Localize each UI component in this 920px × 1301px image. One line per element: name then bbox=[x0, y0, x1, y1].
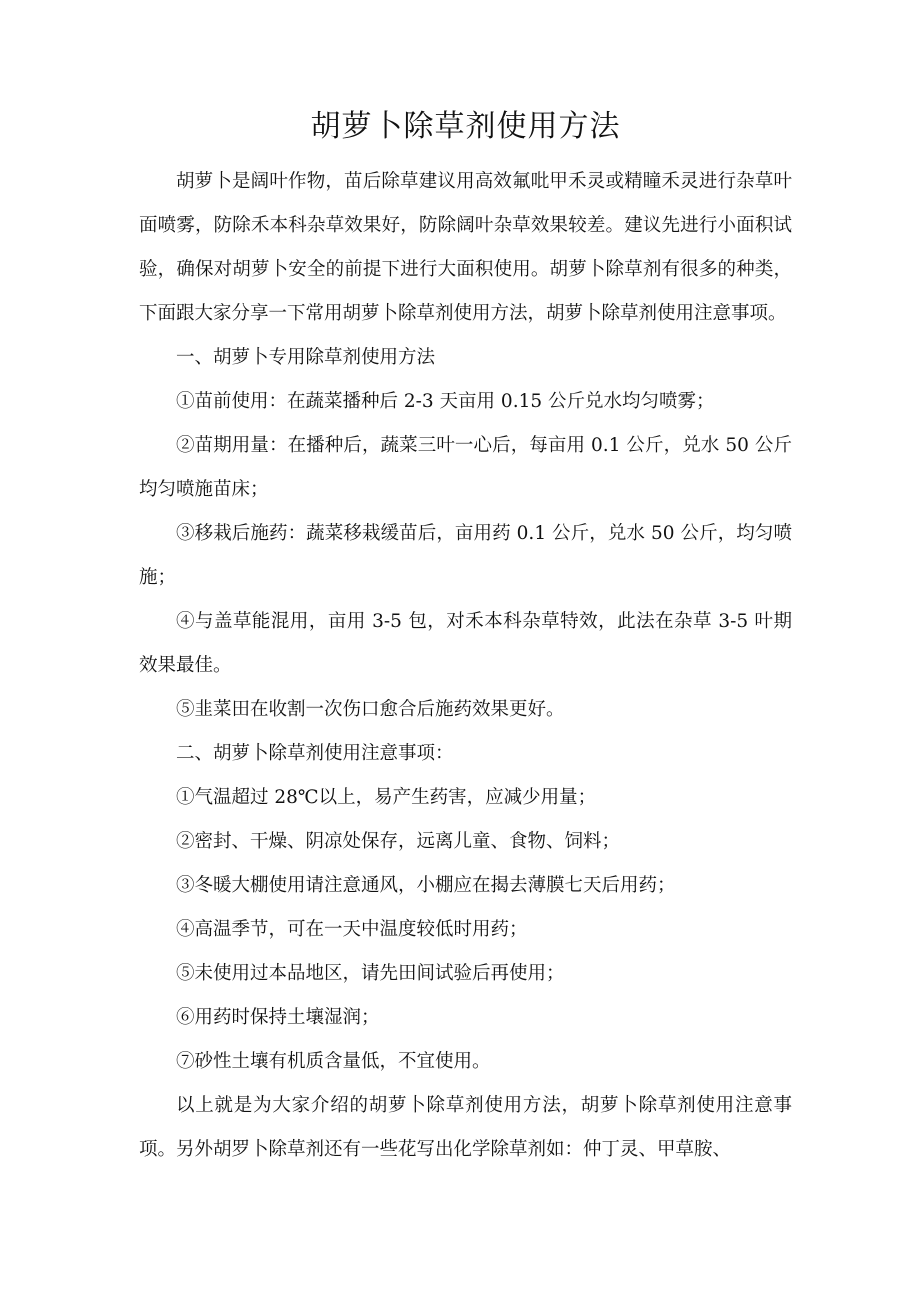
document-title: 胡萝卜除草剂使用方法 bbox=[310, 109, 621, 144]
precaution-item-4: ④高温季节，可在一天中温度较低时用药； bbox=[176, 919, 528, 940]
precaution-item-6: ⑥用药时保持土壤湿润； bbox=[176, 1007, 380, 1028]
section-heading-precautions: 二、胡萝卜除草剂使用注意事项： bbox=[176, 743, 454, 764]
precaution-item-7: ⑦砂性土壤有机质含量低，不宜使用。 bbox=[176, 1051, 491, 1072]
usage-item-4: ④与盖草能混用，亩用 3-5 包，对禾本科杂草特效，此法在杂草 3-5 叶期效果最佳。 bbox=[139, 611, 792, 676]
precaution-item-5: ⑤未使用过本品地区，请先田间试验后再使用； bbox=[176, 963, 565, 984]
usage-item-5: ⑤韭菜田在收割一次伤口愈合后施药效果更好。 bbox=[176, 699, 565, 720]
paragraph-conclusion: 以上就是为大家介绍的胡萝卜除草剂使用方法，胡萝卜除草剂使用注意事项。另外胡罗卜除草剂还有一些花写出化学除草剂如：仲丁灵、甲草胺、 bbox=[139, 1095, 792, 1160]
usage-item-1: ①苗前使用：在蔬菜播种后 2-3 天亩用 0.15 公斤兑水均匀喷雾； bbox=[176, 391, 715, 412]
precaution-item-3: ③冬暖大棚使用请注意通风，小棚应在揭去薄膜七天后用药； bbox=[176, 875, 676, 896]
paragraph-intro: 胡萝卜是阔叶作物，苗后除草建议用高效氟吡甲禾灵或精瞳禾灵进行杂草叶面喷雾，防除禾本科杂草效果好，防除阔叶杂草效果较差。建议先进行小面积试验，确保对胡萝卜安全的前提下进行大面积使用。胡萝卜除草剂有很多的种类，下面跟大家分享一下常用胡萝卜除草剂使用方法，胡萝卜除草剂使用注意事项。 bbox=[139, 171, 792, 324]
usage-item-3: ③移栽后施药：蔬菜移栽缓苗后，亩用药 0.1 公斤，兑水 50 公斤，均匀喷施； bbox=[139, 523, 792, 588]
precaution-item-2: ②密封、干燥、阴凉处保存，远离儿童、食物、饲料； bbox=[176, 831, 621, 852]
precaution-item-1: ①气温超过 28℃以上，易产生药害，应减少用量； bbox=[176, 787, 597, 808]
section-heading-usage: 一、胡萝卜专用除草剂使用方法 bbox=[176, 347, 436, 368]
usage-item-2: ②苗期用量：在播种后，蔬菜三叶一心后，每亩用 0.1 公斤，兑水 50 公斤均匀喷施苗床； bbox=[139, 435, 792, 500]
document-body bbox=[139, 160, 792, 1172]
